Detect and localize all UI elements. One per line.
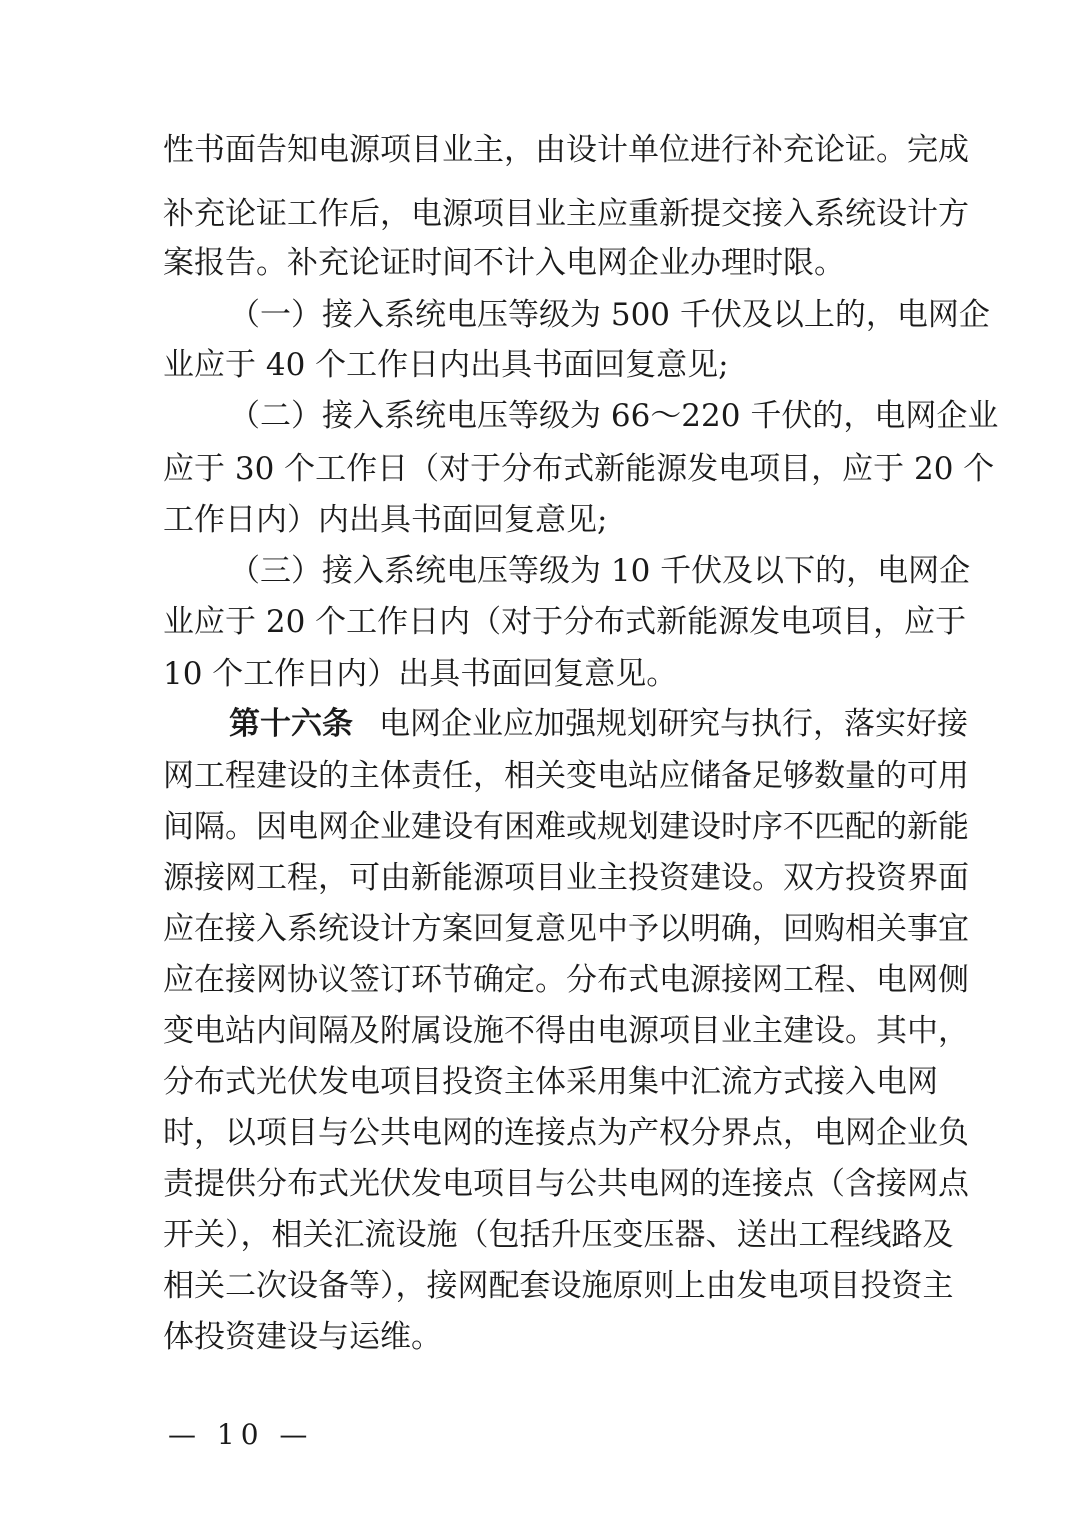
page-number: — 10 — xyxy=(168,1418,314,1451)
article-heading: 第十六条 xyxy=(229,706,353,742)
text-line: 体投资建设与运维。 xyxy=(163,1319,442,1355)
text-line: 性书面告知电源项目业主，由设计单位进行补充论证。完成 xyxy=(163,132,969,168)
text-line: 责提供分布式光伏发电项目与公共电网的连接点（含接网点 xyxy=(163,1166,969,1202)
text-line: 时，以项目与公共电网的连接点为产权分界点，电网企业负 xyxy=(163,1115,969,1151)
text-line: 开关），相关汇流设施（包括升压变压器、送出工程线路及 xyxy=(163,1217,954,1253)
text-line: 业应于 40 个工作日内出具书面回复意见; xyxy=(163,347,729,383)
text-line: 10 个工作日内）出具书面回复意见。 xyxy=(163,656,678,692)
text-line: （一）接入系统电压等级为 500 千伏及以上的，电网企 xyxy=(229,297,990,333)
text-line: 分布式光伏发电项目投资主体采用集中汇流方式接入电网 xyxy=(163,1064,938,1100)
article-16-first-line xyxy=(229,706,968,742)
text-line: 网工程建设的主体责任，相关变电站应储备足够数量的可用 xyxy=(163,758,969,794)
text-line: 变电站内间隔及附属设施不得由电源项目业主建设。其中， xyxy=(163,1013,969,1049)
text-line: 源接网工程，可由新能源项目业主投资建设。双方投资界面 xyxy=(163,860,969,896)
text-line: 应在接入系统设计方案回复意见中予以明确，回购相关事宜 xyxy=(163,911,969,947)
text-line: 应在接网协议签订环节确定。分布式电源接网工程、电网侧 xyxy=(163,962,969,998)
text-line: 工作日内）内出具书面回复意见; xyxy=(163,502,608,538)
text-line: 电网企业应加强规划研究与执行，落实好接 xyxy=(379,706,968,742)
text-line: 应于 30 个工作日（对于分布式新能源发电项目，应于 20 个 xyxy=(163,451,995,487)
text-line: 补充论证工作后，电源项目业主应重新提交接入系统设计方 xyxy=(163,196,969,232)
text-line: 案报告。补充论证时间不计入电网企业办理时限。 xyxy=(163,245,845,281)
text-line: （二）接入系统电压等级为 66～220 千伏的，电网企业 xyxy=(229,398,999,434)
text-line: 相关二次设备等），接网配套设施原则上由发电项目投资主 xyxy=(163,1268,954,1304)
text-line: 间隔。因电网企业建设有困难或规划建设时序不匹配的新能 xyxy=(163,809,969,845)
text-line: 业应于 20 个工作日内（对于分布式新能源发电项目，应于 xyxy=(163,604,967,640)
text-line: （三）接入系统电压等级为 10 千伏及以下的，电网企 xyxy=(229,553,971,589)
